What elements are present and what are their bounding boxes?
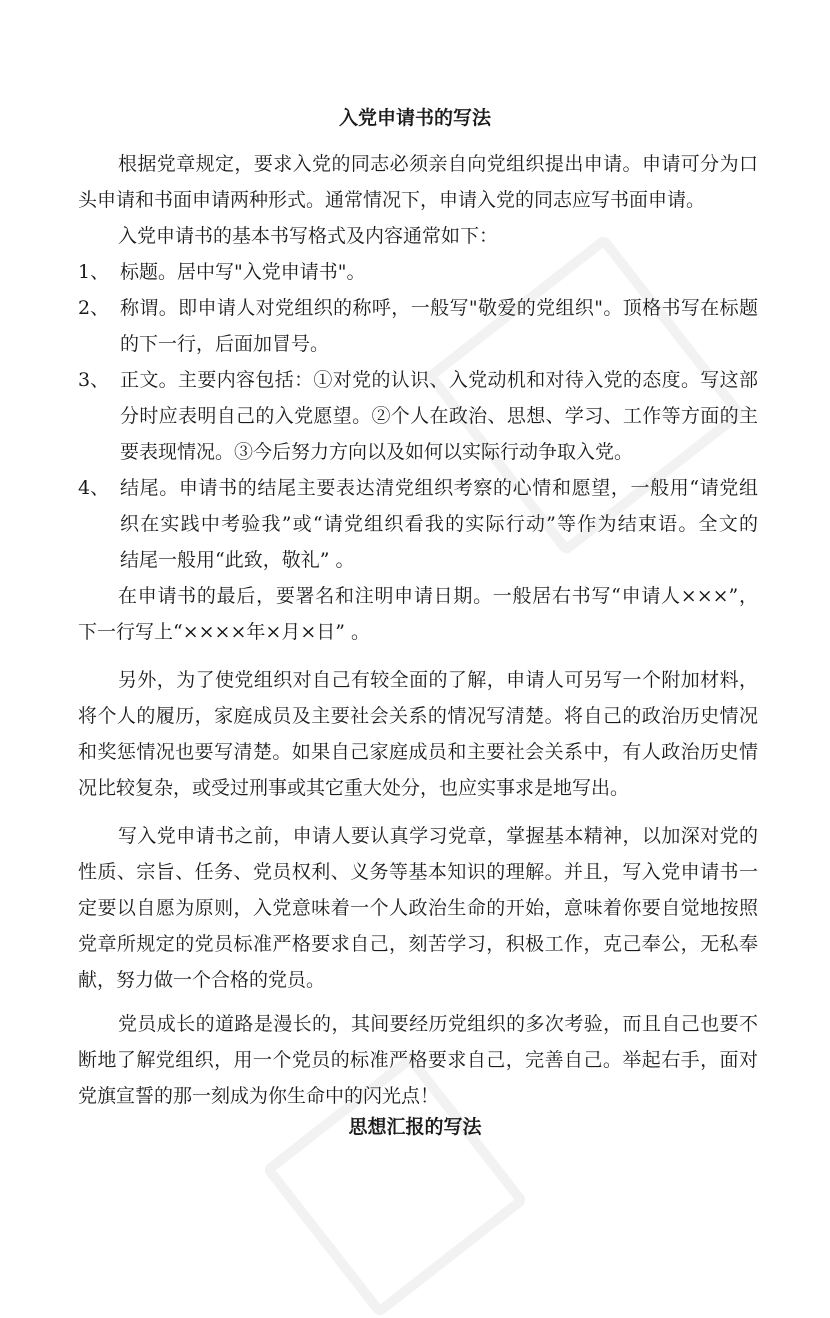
para-3-line-2: 下一行写上“××××年×月×日” 。 — [78, 621, 370, 643]
list-item-3-line-1: 正文。主要内容包括：①对党的认识、入党动机和对待入党的态度。写这部 — [120, 369, 758, 391]
list-number-3: 3、 — [78, 369, 110, 391]
heading-rudang: 入党申请书的写法 — [338, 107, 491, 129]
para-4-line-1: 另外，为了使党组织对自己有较全面的了解，申请人可另写一个附加材料， — [118, 669, 758, 691]
para-4-line-3: 和奖惩情况也要写清楚。如果自己家庭成员和主要社会关系中，有人政治历史情 — [78, 741, 758, 763]
para-2: 入党申请书的基本书写格式及内容通常如下： — [118, 225, 499, 247]
list-number-1: 1、 — [78, 261, 110, 283]
para-6-line-3: 党旗宣誓的那一刻成为你生命中的闪光点！ — [78, 1085, 440, 1107]
para-1-line-2: 头申请和书面申请两种形式。通常情况下，申请入党的同志应写书面申请。 — [78, 189, 706, 211]
list-item-3-line-3: 要表现情况。③今后努力方向以及如何以实际行动争取入党。 — [120, 441, 634, 463]
list-item-3-line-2: 分时应表明自己的入党愿望。②个人在政治、思想、学习、工作等方面的主 — [120, 405, 758, 427]
para-1-line-1: 根据党章规定，要求入党的同志必须亲自向党组织提出申请。申请可分为口 — [118, 153, 758, 175]
list-item-2-line-1: 称谓。即申请人对党组织的称呼，一般写"敬爱的党组织"。顶格书写在标题 — [120, 297, 758, 319]
list-item-4-line-2: 织在实践中考验我”或“请党组织看我的实际行动”等作为结束语。全文的 — [120, 513, 758, 535]
list-number-2: 2、 — [78, 297, 110, 319]
list-item-1-line-1: 标题。居中写"入党申请书"。 — [120, 261, 366, 283]
para-4-line-2: 将个人的履历，家庭成员及主要社会关系的情况写清楚。将自己的政治历史情况 — [78, 705, 758, 727]
para-5-line-3: 定要以自愿为原则，入党意味着一个人政治生命的开始，意味着你要自觉地按照 — [78, 897, 758, 919]
para-6-line-2: 断地了解党组织，用一个党员的标准严格要求自己，完善自己。举起右手，面对 — [78, 1049, 758, 1071]
heading-sixiang: 思想汇报的写法 — [348, 1116, 482, 1138]
para-5-line-2: 性质、宗旨、任务、党员权利、义务等基本知识的理解。并且，写入党申请书一 — [78, 861, 758, 883]
list-item-4-line-1: 结尾。申请书的结尾主要表达清党组织考察的心情和愿望，一般用“请党组 — [120, 477, 758, 499]
para-5-line-1: 写入党申请书之前，申请人要认真学习党章，掌握基本精神，以加深对党的 — [118, 825, 758, 847]
para-3-line-1: 在申请书的最后，要署名和注明申请日期。一般居右书写“申请人×××”， — [118, 585, 758, 607]
watermark-stamp — [424, 234, 747, 557]
list-item-4-line-3: 结尾一般用“此致，敬礼” 。 — [120, 549, 355, 571]
list-item-2-line-2: 的下一行，后面加冒号。 — [120, 333, 330, 355]
para-6-line-1: 党员成长的道路是漫长的，其间要经历党组织的多次考验，而且自己也要不 — [118, 1013, 758, 1035]
para-4-line-4: 况比较复杂，或受过刑事或其它重大处分，也应实事求是地写出。 — [78, 777, 630, 799]
para-5-line-4: 党章所规定的党员标准严格要求自己，刻苦学习，积极工作，克己奉公，无私奉 — [78, 933, 758, 955]
list-number-4: 4、 — [78, 477, 110, 499]
para-5-line-5: 献，努力做一个合格的党员。 — [78, 969, 326, 991]
